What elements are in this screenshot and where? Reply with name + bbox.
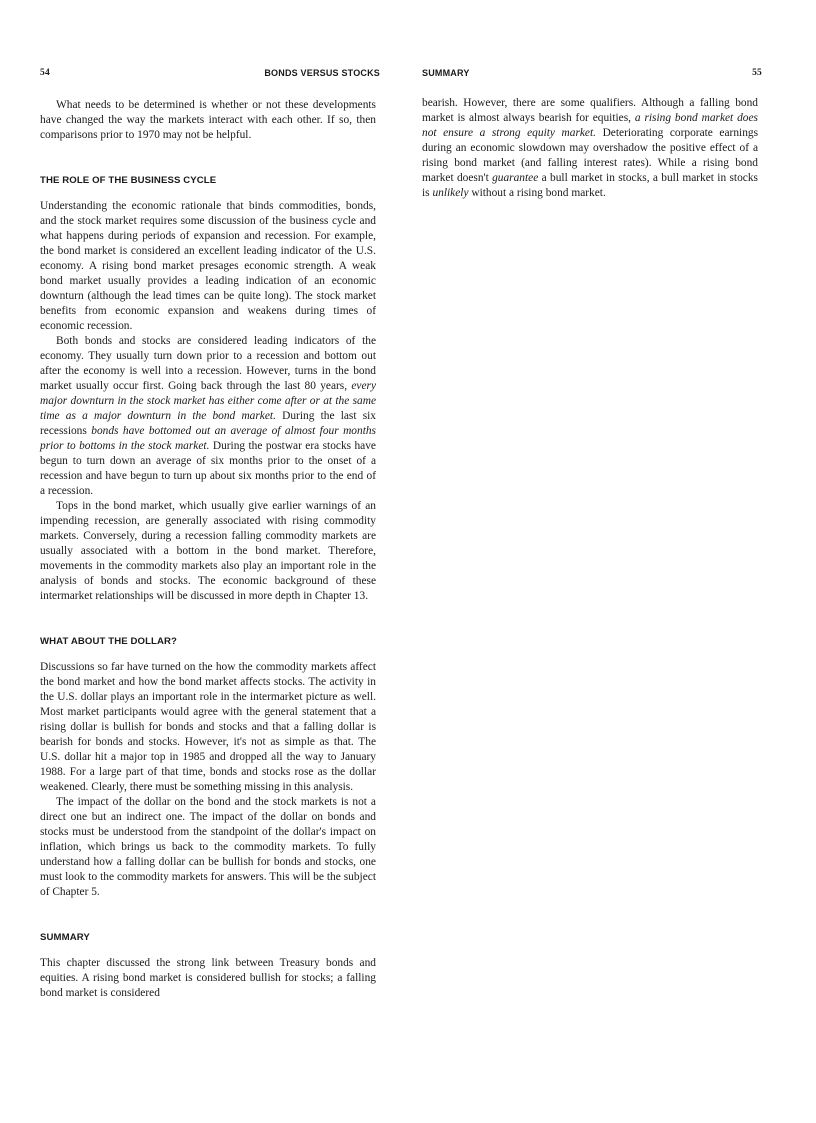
running-title-left: BONDS VERSUS STOCKS <box>264 68 380 78</box>
page-number-right: 55 <box>752 68 762 78</box>
paragraph: Tops in the bond market, which usually give earlier warnings of an impending recession, are generally associated with rising commodity markets. Conversely, during a recession falling commodity markets are usually associated with a bottom in the bond market. Therefore, movements in the commodity markets also play an important role in the analysis of bonds and stocks. The economic background of these intermarket relationships will be discussed in more depth in Chapter 13. <box>40 500 376 602</box>
paragraph: bearish. However, there are some qualifiers. Although a falling bond market is almost always bearish for equities, a rising bond market does not ensure a strong equity market. Deteriorating corporate earnings during an economic slowdown may overshadow the positive effect of a rising bond market (and falling interest rates). While a rising bond market doesn't guarantee a bull market in stocks, a bull market in stocks is unlikely without a rising bond market. <box>422 97 759 199</box>
running-title-right: SUMMARY <box>422 68 470 78</box>
paragraph: Understanding the economic rationale that binds commodities, bonds, and the stock market requires some discussion of the business cycle and what happens during periods of expansion and recession. For example, the bond market is considered an excellent leading indicator of the U.S. economy. A rising bond market presages economic strength. A weak bond market usually provides a leading indication of an economic downturn (although the lead times can be quite long). The stock market benefits from economic expansion and weakens during times of economic recession. <box>40 200 376 332</box>
page-number-left: 54 <box>40 68 50 78</box>
paragraph: The impact of the dollar on the bond and the stock markets is not a direct one but an indirect one. The impact of the dollar on bonds and stocks must be understood from the standpoint of the dollar's impact on inflation, which brings us back to the commodity markets. To fully understand how a falling dollar can be bullish for bonds and stocks, one must look to the commodity markets for answers. This will be the subject of Chapter 5. <box>40 796 376 898</box>
section-heading-business-cycle: THE ROLE OF THE BUSINESS CYCLE <box>40 175 217 186</box>
section-heading-summary: SUMMARY <box>40 932 90 943</box>
paragraph: Both bonds and stocks are considered leading indicators of the economy. They usually turn down prior to a recession and bottom out after the economy is well into a recession. However, turns in the bond market usually occur first. Going back through the last 80 years, every major downturn in the stock market has either come after or at the same time as a major downturn in the bond market. During the last six recessions bonds have bottomed out an average of almost four months prior to bottoms in the stock market. During the postwar era stocks have begun to turn down an average of six months prior to the onset of a recession and have begun to turn up about six months prior to the end of a recession. <box>40 335 376 497</box>
intro-paragraph: What needs to be determined is whether or not these developments have changed the way the markets interact with each other. If so, then comparisons prior to 1970 may not be helpful. <box>40 99 376 141</box>
paragraph: Discussions so far have turned on the how the commodity markets affect the bond market and how the bond market affects stocks. The activity in the U.S. dollar plays an important role in the intermarket picture as well. Most market participants would agree with the general statement that a rising dollar is bullish for bonds and stocks and that a falling dollar is bearish for bonds and stocks. However, it's not as simple as that. The U.S. dollar hit a major top in 1985 and dropped all the way to January 1988. For a large part of that time, bonds and stocks rose as the dollar weakened. Clearly, there must be something missing in this analysis. <box>40 661 376 793</box>
paragraph: This chapter discussed the strong link between Treasury bonds and equities. A rising bond market is considered bullish for stocks; a falling bond market is considered <box>40 957 376 999</box>
running-head-left <box>40 68 380 82</box>
section-heading-dollar: WHAT ABOUT THE DOLLAR? <box>40 636 178 647</box>
left-page-body <box>40 98 376 1001</box>
running-head-right <box>422 68 762 82</box>
right-page-body <box>422 96 758 201</box>
